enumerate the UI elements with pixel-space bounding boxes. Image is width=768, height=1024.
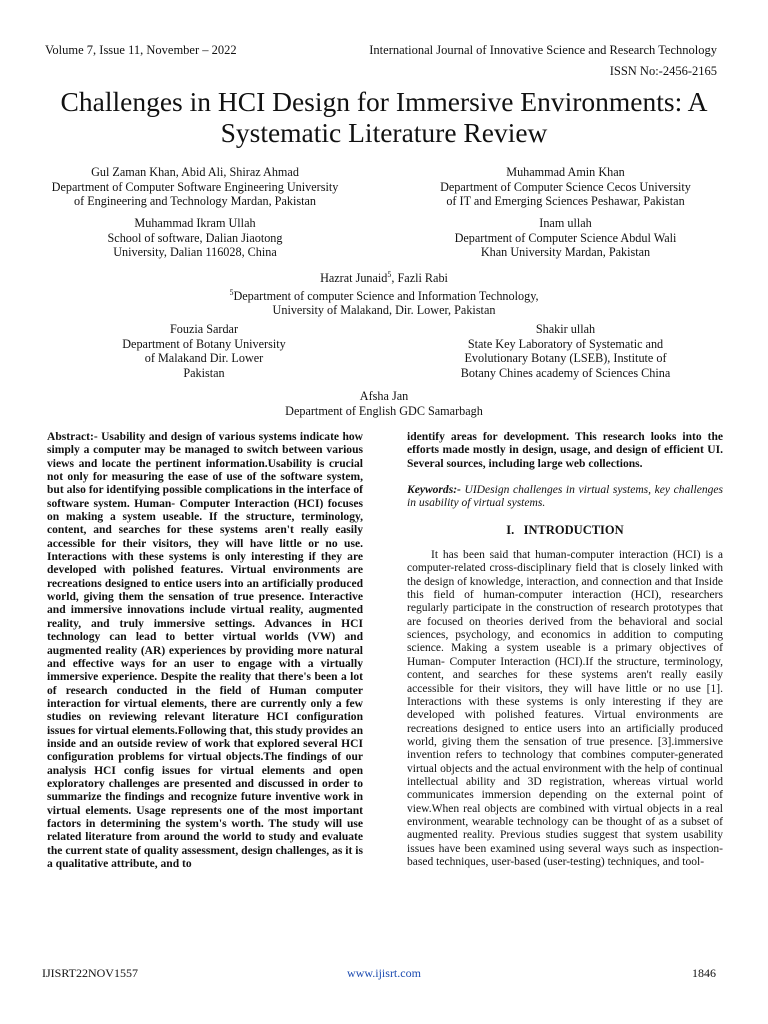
abstract-text: Abstract:- Usability and design of various systems indicate how simply a computer may be managed to switch between various views and locate the pertinent information.Usability is crucial not only for measuring the ease of use of the software system, but also for identifying possible complications in the interface of software system. Human- Computer Interaction (HCI) focuses on making a system useable. If the structure, terminology, content, and searches for these systems aren't really easily accessible for their visitors, they will have little or no use. Interactions with these systems is only interesting if they are developed with polished features. Virtual environments are recreations designed to entice users into an artificially produced world, giving them the sensation of true presence. Interactive and immersive innovations include virtual reality, augmented reality, and truly immersive settings. Advances in HCI technology can lead to better virtual worlds (VW) and augmented reality (AR) experiences by providing more natural and effective ways for an user to engage with a virtually immersive experience. Despite the reality that there's been a lot of research conducted in the field of Human computer interaction for virtual elements, there are currently only a few studies on reviewing relevant literature HCI configuration issues for virtual elements.Following that, this study provides an inside and an outside review of work that explored several HCI configuration problems for virtual objects.The findings of our analysis HCI config issues for virtual elements and open exploratory challenges are presented and discussed in order to summarize the findings and recognize future inventive work in virtual elements. Usage represents one of the most important factors in determining the system's worth. The study will use related literature from around the world to study and evaluate the current state of quality assessment, design challenges, as it is a qualitative attribute, and to xyxy=(47,431,363,870)
author-block-3 xyxy=(20,216,370,260)
introduction-paragraph: It has been said that human-computer interaction (HCI) is a computer-related cross-disciplinary field that is closely linked with the design of knowledge, interaction, and connection and that Inside this field of human-computer interaction (HCI), researchers regularly participate in the construction of research prototypes that are focused on theories derived from the behavioral and social sciences, psychology, and economics in addition to computing science. Making a system useable is a primary objectives of Human- Computer Interaction (HCI).If the structure, terminology, content, and searches for these systems aren't really easily accessible for their visitors, they will have little or no use [1]. Interactions with these systems is only interesting if they are developed with polished features. Virtual environments are recreations designed to entice users into an artificially produced world, giving them the sensation of true presence. [3].immersive invention refers to technology that combines computer-generated virtual objects and the actual environment with the help of continual intellectual ability and 3D registration, whereas virtual world communicates immersion depending on the external point of view.When real objects are combined with virtual objects in a real environment, wearable technology can be thought of as a subset of augmented reality. Previous studies suggest that system usability issues have been examined using several ways such as inspection-based techniques, user-based (user-testing) techniques, and tool- xyxy=(407,549,723,868)
author-affiliation: Khan University Mardan, Pakistan xyxy=(480,245,651,260)
author-affiliation: Department of Botany University xyxy=(122,336,286,351)
abstract-column xyxy=(47,431,363,871)
author-affiliation: University, Dalian 116028, China xyxy=(113,245,277,260)
abstract-continued: identify areas for development. This research looks into the efforts made mostly in design, usage, and design of efficient UI. Several sources, including large web collections. xyxy=(407,431,723,470)
author-names: Muhammad Ikram Ullah xyxy=(134,216,256,230)
author-affiliation: University of Malakand, Dir. Lower, Pakistan xyxy=(272,303,496,318)
author-names: Hazrat Junaid$^5$, Fazli Rabi xyxy=(320,270,448,286)
author-affiliation: Department of Computer Science Abdul Wali xyxy=(454,230,677,245)
paper-title: Challenges in HCI Design for Immersive Environments: A Systematic Literature Review xyxy=(60,86,708,148)
author-names: Fouzia Sardar xyxy=(169,322,239,336)
author-names: Shakir ullah xyxy=(535,322,596,336)
keywords-label: Keywords:- xyxy=(407,484,461,497)
paper-id: IJISRT22NOV1557 xyxy=(42,966,138,980)
author-affiliation: of Engineering and Technology Mardan, Pakistan xyxy=(74,194,316,209)
journal-url-link[interactable]: www.ijisrt.com xyxy=(347,966,421,980)
author-affiliation: Pakistan xyxy=(183,365,225,380)
author-block-5 xyxy=(0,268,768,318)
author-affiliation: Department of Computer Science Cecos University xyxy=(440,179,691,194)
author-affiliation: Botany Chines academy of Sciences China xyxy=(460,365,671,380)
author-names: Muhammad Amin Khan xyxy=(506,165,625,179)
author-affiliation: Department of Computer Software Engineering University xyxy=(51,179,339,194)
author-affiliation: $^5$Department of computer Science and Information Technology, xyxy=(229,287,539,303)
author-affiliation: School of software, Dalian Jiaotong xyxy=(107,230,283,245)
author-affiliation: Evolutionary Botany (LSEB), Institute of xyxy=(464,351,667,366)
section-heading: I. INTRODUCTION xyxy=(506,522,624,537)
author-names: Gul Zaman Khan, Abid Ali, Shiraz Ahmad xyxy=(91,165,299,179)
author-affiliation: State Key Laboratory of Systematic and xyxy=(467,336,664,351)
keywords xyxy=(407,484,723,511)
author-names: Inam ullah xyxy=(539,216,592,230)
author-affiliation: of Malakand Dir. Lower xyxy=(144,351,264,366)
journal-name: International Journal of Innovative Science and Research Technology xyxy=(369,43,717,57)
author-block-4 xyxy=(398,216,733,260)
author-names: Afsha Jan xyxy=(359,389,409,403)
journal-volume: Volume 7, Issue 11, November – 2022 xyxy=(45,43,237,57)
author-block-2 xyxy=(398,165,733,209)
author-block-1 xyxy=(20,165,370,209)
author-block-7 xyxy=(398,322,733,380)
right-column xyxy=(407,431,723,869)
author-affiliation: Department of English GDC Samarbagh xyxy=(285,403,483,418)
keywords-text: UIDesign challenges in virtual systems, key challenges in usability of virtual systems. xyxy=(407,484,723,510)
author-block-6 xyxy=(29,322,379,380)
issn: ISSN No:-2456-2165 xyxy=(609,64,717,78)
page-number: 1846 xyxy=(692,966,716,980)
author-block-8 xyxy=(0,389,768,418)
author-affiliation: of IT and Emerging Sciences Peshawar, Pakistan xyxy=(446,194,685,209)
